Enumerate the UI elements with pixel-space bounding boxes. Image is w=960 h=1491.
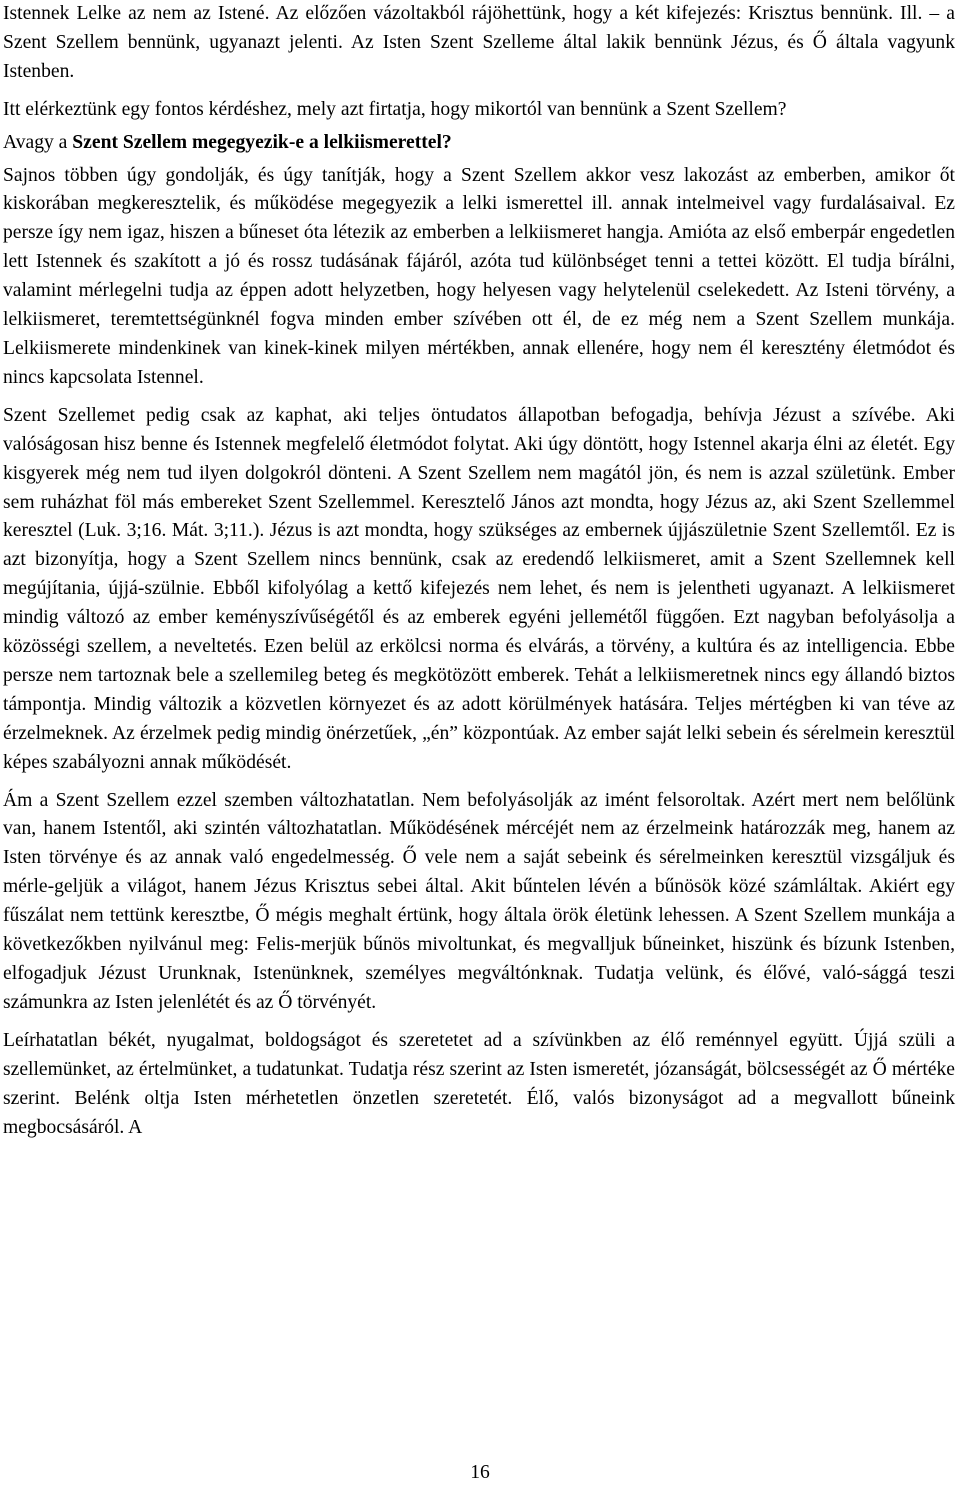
paragraph-unchangeable: Ám a Szent Szellem ezzel szemben változhatatlan. Nem befolyásolják az imént felsoroltak. Azért mert nem belőlünk van, hanem Istentől, aki szintén változhatatlan. Működésének mércéjét nem az érzelmeink határozzák meg, hanem az Isten törvénye és az annak való engedelmesség. Ő vele nem a saját sebeink és sérelmeinken keresztül vizsgáljuk és mérle-geljük a világot, hanem Jézus Krisztus sebei által. Akit bűntelen lévén a bűnösök közé számláltak. Akiért egy fűszálat nem tettünk keresztbe, Ő mégis meghalt értünk, hogy általa örök életünk lehessen. A Szent Szellem munkája a következőkben nyilvánul meg: Felis-merjük bűnös mivoltunkat, és megvalljuk bűneinket, hiszünk és bízunk Istenben, elfogadjuk Jézust Urunknak, Istenünknek, személyes megváltónknak. Tudatja velünk, és élővé, való-sággá teszi számunkra az Isten jelenlétét és az Ő törvényét. (3, 789, 955, 1013)
page-number: 16 (470, 1462, 490, 1483)
paragraph-conscience: Sajnos többen úgy gondolják, és úgy tanítják, hogy a Szent Szellem akkor vesz lakozást az emberben, amikor őt kiskorában megkeresztelik, és működése megegyezik a lelki ismerettel ill. annak intelmeivel vagy furdalásaival. Ez persze így nem igaz, hiszen a bűneset óta létezik az emberben a lelkiismeret hangja. Amióta az első emberpár engedetlen lett Istennek és szakított a jó és rossz tudásának fájáról, azóta tud különbséget tenni a tettei között. El tudja bírálni, valamint mérlegelni tudja az éppen adott helyzetben, hogy helyesen vagy helytelenül cselekedett. Az Isteni törvény, a lelkiismeret, teremtettségünknél fogva minden ember szívében ott él, de ez még nem a Szent Szellem munkája. Lelkiismerete mindenkinek van kinek-kinek milyen mértékben, annak ellenére, hogy nem él keresztény életmódot és nincs kapcsolata Istennel. (3, 164, 955, 388)
paragraph-peace: Leírhatatlan békét, nyugalmat, boldogságot és szeretetet ad a szívünkben az élő reménnyel együtt. Újjá szüli a szellemünket, az értelmünket, a tudatunkat. Tudatja rész szerint az Isten ismeretét, józanságát, bölcsességét az Ő mértéke szerint. Belénk oltja Isten mérhetetlen önzetlen szeretetét. Élő, valós bizonyságot ad a megvallott bűneink megbocsásáról. A (3, 1029, 955, 1138)
document-body (3, 0, 955, 1142)
section-heading (3, 129, 955, 158)
paragraph-question: Itt elérkeztünk egy fontos kérdéshez, mely azt firtatja, hogy mikortól van bennünk a Szent Szellem? (3, 98, 787, 120)
heading-bold-text: Szent Szellem megegyezik-e a lelkiismerettel? (72, 131, 452, 153)
paragraph-intro: Istennek Lelke az nem az Istené. Az előzően vázoltakból rájöhettünk, hogy a két kifejezés: Krisztus bennünk. Ill. – a Szent Szellem bennünk, ugyanazt jelenti. Az Isten Szent Szelleme által lakik bennünk Jézus, és Ő általa vagyunk Istenben. (3, 3, 955, 82)
heading-lead-text: Avagy a (3, 131, 73, 153)
paragraph-holy-spirit: Szent Szellemet pedig csak az kaphat, aki teljes öntudatos állapotban befogadja, behívja Jézust a szívébe. Aki valóságosan hisz benne és Istennek megfelelő életmódot folytat. Aki úgy döntött, hogy Istennel akarja élni az életét. Egy kisgyerek még nem tud ilyen dolgokról dönteni. A Szent Szellem nem magától jön, és nem is azzal születünk. Ember sem ruházhat föl más embereket Szent Szellemmel. Keresztelő János azt mondta, hogy Jézus az, aki Szent Szellemmel keresztel (Luk. 3;16. Mát. 3;11.). Jézus is azt mondta, hogy szükséges az embernek újjászületnie Szent Szellemtől. Ez is azt bizonyítja, hogy a Szent Szellem nincs bennünk, csak az eredendő lelkiismeret, amit a Szent Szellemnek kell megújítania, újjá-szülnie. Ebből kifolyólag a kettő kifejezés nem lehet, és nem is jelentheti ugyanazt. A lelkiismeret mindig változó az ember keményszívűségétől és az emberek egyéni jellemétől függően. Ezt nagyban befolyásolja a közösségi szellem, a neveltetés. Ezen belül az erkölcsi norma és elvárás, a törvény, a kultúra és az intelligencia. Ebbe persze nem tartoznak bele a szellemileg beteg és megkötözött emberek. Tehát a lelkiismeretnek nincs egy állandó biztos támpontja. Mindig változik a közvetlen környezet és az adott körülmények hatására. Teljes mértégben ki van téve az érzelmeknek. Az érzelmek pedig mindig önérzetűek, „én” központúak. Az ember saját lelki sebein és sérelmein keresztül képes szabályozni annak működését. (3, 404, 955, 773)
